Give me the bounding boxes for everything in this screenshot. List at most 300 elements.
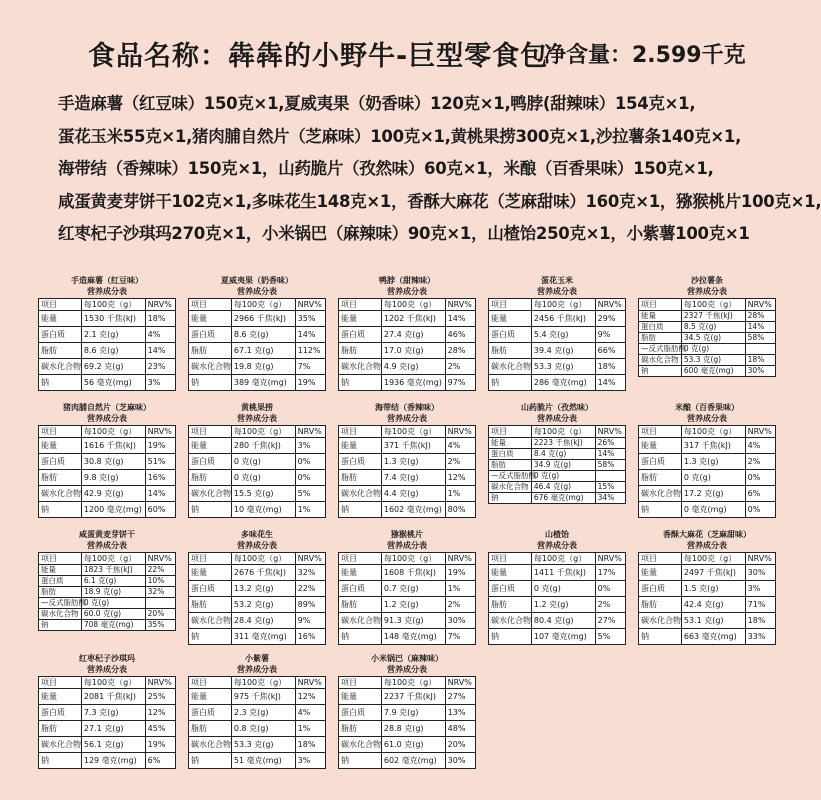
nutrient-nrv: 58% bbox=[595, 460, 625, 471]
panel-title: 沙拉薯条 bbox=[691, 276, 723, 285]
nutrient-nrv: 3% bbox=[295, 753, 325, 769]
header-nrv: NRV% bbox=[745, 299, 775, 311]
panel-title: 小紫薯 bbox=[245, 654, 269, 663]
nutrient-name: 碳水化合物 bbox=[489, 613, 532, 629]
nutrient-name: 碳水化合物 bbox=[39, 359, 82, 375]
table-row bbox=[189, 470, 326, 486]
nutrient-nrv: 4% bbox=[745, 438, 775, 454]
table-row bbox=[339, 327, 476, 343]
nutrient-amount: 61.0 克(g) bbox=[381, 737, 445, 753]
nutrition-panel bbox=[488, 402, 626, 504]
nutrient-nrv: 5% bbox=[295, 486, 325, 502]
nutrient-amount: 56.1 克(g) bbox=[81, 737, 145, 753]
nutrient-amount: 676 毫克(mg) bbox=[531, 493, 595, 504]
nutrient-amount: 8.5 克(g) bbox=[681, 322, 745, 333]
panel-subtitle: 营养成分表 bbox=[237, 414, 277, 423]
nutrient-amount: 2456 千焦(kJ) bbox=[531, 311, 595, 327]
nutrient-name: 脂肪 bbox=[489, 343, 532, 359]
header-item: 项目 bbox=[339, 677, 382, 689]
header-per: 每100克（g） bbox=[231, 299, 295, 311]
nutrient-nrv: 2% bbox=[445, 454, 475, 470]
nutrient-amount: 5.4 克(g) bbox=[531, 327, 595, 343]
contents-line: 咸蛋黄麦芽饼干102克×1,多味花生148克×1，香酥大麻花（芝麻甜味）160克×1，猕猴桃片100克×1, bbox=[58, 191, 821, 211]
nutrient-amount: 4.9 克(g) bbox=[381, 359, 445, 375]
header-per: 每100克（g） bbox=[531, 426, 595, 438]
nutrient-name: —反式脂肪酸 bbox=[39, 598, 82, 609]
nutrient-amount: 2327 千焦(kJ) bbox=[681, 311, 745, 322]
table-row bbox=[489, 482, 626, 493]
panel-title: 小米锅巴（麻辣味） bbox=[371, 654, 443, 663]
nutrient-name: 蛋白质 bbox=[489, 449, 532, 460]
nutrient-nrv: 89% bbox=[295, 597, 325, 613]
nutrient-nrv: 48% bbox=[445, 721, 475, 737]
contents-line: 红枣杞子沙琪玛270克×1，小米锅巴（麻辣味）90克×1，山楂饴250克×1，小紫薯100克×1 bbox=[58, 224, 750, 243]
nutrient-name: 能量 bbox=[189, 689, 232, 705]
nutrition-panel bbox=[188, 529, 326, 645]
nutrient-name: 脂肪 bbox=[189, 597, 232, 613]
table-row bbox=[189, 311, 326, 327]
nutrient-nrv: 9% bbox=[595, 327, 625, 343]
table-row bbox=[339, 597, 476, 613]
table-row bbox=[189, 753, 326, 769]
contents-line: 手造麻薯（红豆味）150克×1,夏威夷果（奶香味）120克×1,鸭脖(甜辣味）154克×1, bbox=[58, 94, 696, 113]
nutrient-nrv: 71% bbox=[745, 597, 775, 613]
table-row bbox=[39, 438, 176, 454]
header-per: 每100克（g） bbox=[531, 299, 595, 311]
nutrient-name: 钠 bbox=[189, 375, 232, 391]
nutrient-nrv: 14% bbox=[295, 327, 325, 343]
nutrient-nrv: 3% bbox=[745, 581, 775, 597]
header-per: 每100克（g） bbox=[531, 553, 595, 565]
header-nrv: NRV% bbox=[745, 426, 775, 438]
nutrient-amount: 2676 千焦(kJ) bbox=[231, 565, 295, 581]
nutrient-name: 能量 bbox=[639, 565, 682, 581]
nutrient-name: 碳水化合物 bbox=[489, 482, 532, 493]
table-row bbox=[39, 343, 176, 359]
header-item: 项目 bbox=[189, 426, 232, 438]
table-row bbox=[39, 454, 176, 470]
nutrition-panel bbox=[638, 275, 776, 377]
table-row bbox=[39, 598, 176, 609]
header-per: 每100克（g） bbox=[381, 426, 445, 438]
nutrient-amount: 317 千焦(kJ) bbox=[681, 438, 745, 454]
panel-title: 米酿（百香果味） bbox=[675, 403, 739, 412]
nutrient-name: 钠 bbox=[489, 493, 532, 504]
nutrient-name: 钠 bbox=[39, 753, 82, 769]
nutrient-amount: 2966 千焦(kJ) bbox=[231, 311, 295, 327]
panel-title: 鸭脖（甜辣味） bbox=[379, 276, 435, 285]
contents-line: 海带结（香辣味）150克×1，山药脆片（孜然味）60克×1，米酿（百香果味）150克×1, bbox=[58, 159, 714, 178]
header-item: 项目 bbox=[639, 553, 682, 565]
table-header-row bbox=[39, 553, 176, 565]
header-nrv: NRV% bbox=[595, 299, 625, 311]
contents-line: 蛋花玉米55克×1,猪肉脯自然片（芝麻味）100克×1,黄桃果捞300克×1,沙拉薯条140克×1, bbox=[58, 126, 742, 146]
nutrient-name: 脂肪 bbox=[339, 721, 382, 737]
header-nrv: NRV% bbox=[445, 553, 475, 565]
table-row bbox=[639, 311, 776, 322]
nutrient-name: 蛋白质 bbox=[639, 454, 682, 470]
nutrient-amount: 0 克(g) bbox=[531, 471, 595, 482]
table-row bbox=[489, 375, 626, 391]
nutrient-nrv: 51% bbox=[145, 454, 175, 470]
panel-subtitle: 营养成分表 bbox=[687, 287, 727, 296]
table-header-row bbox=[189, 299, 326, 311]
nutrition-panel bbox=[488, 529, 626, 645]
nutrient-amount: 39.4 克(g) bbox=[531, 343, 595, 359]
table-row bbox=[639, 366, 776, 377]
nutrient-amount: 1411 千焦(kJ) bbox=[531, 565, 595, 581]
nutrient-nrv: 0% bbox=[295, 470, 325, 486]
panel-subtitle: 营养成分表 bbox=[537, 287, 577, 296]
header-per: 每100克（g） bbox=[81, 426, 145, 438]
table-row bbox=[39, 565, 176, 576]
nutrient-name: 钠 bbox=[339, 375, 382, 391]
table-row bbox=[189, 629, 326, 645]
header-nrv: NRV% bbox=[295, 553, 325, 565]
nutrient-amount: 1602 毫克(mg) bbox=[381, 502, 445, 518]
nutrition-table bbox=[188, 552, 326, 645]
table-header-row bbox=[639, 426, 776, 438]
header-nrv: NRV% bbox=[295, 677, 325, 689]
nutrient-amount: 8.6 克(g) bbox=[231, 327, 295, 343]
nutrient-nrv: 18% bbox=[145, 311, 175, 327]
table-row bbox=[189, 359, 326, 375]
nutrition-table bbox=[488, 425, 626, 504]
nutrient-name: 钠 bbox=[39, 502, 82, 518]
nutrient-nrv: 2% bbox=[445, 597, 475, 613]
nutrient-amount: 1936 毫克(mg) bbox=[381, 375, 445, 391]
nutrient-amount: 0 克(g) bbox=[681, 470, 745, 486]
table-row bbox=[639, 333, 776, 344]
table-row bbox=[39, 609, 176, 620]
header-per: 每100克（g） bbox=[381, 677, 445, 689]
nutrient-name: 蛋白质 bbox=[489, 581, 532, 597]
table-row bbox=[639, 438, 776, 454]
panel-subtitle: 营养成分表 bbox=[537, 541, 577, 550]
nutrient-amount: 46.4 克(g) bbox=[531, 482, 595, 493]
nutrient-nrv: 23% bbox=[145, 359, 175, 375]
nutrient-name: 脂肪 bbox=[39, 343, 82, 359]
panel-title: 海带结（香辣味） bbox=[375, 403, 439, 412]
nutrient-name: 能量 bbox=[639, 311, 682, 322]
nutrient-nrv: 35% bbox=[145, 620, 175, 631]
nutrition-table bbox=[188, 298, 326, 391]
nutrient-amount: 15.5 克(g) bbox=[231, 486, 295, 502]
table-row bbox=[189, 486, 326, 502]
header-per: 每100克（g） bbox=[381, 299, 445, 311]
nutrient-name: 脂肪 bbox=[39, 470, 82, 486]
nutrient-amount: 53.2 克(g) bbox=[231, 597, 295, 613]
nutrient-name: 蛋白质 bbox=[639, 322, 682, 333]
panel-title: 猪肉脯自然片（芝麻味） bbox=[63, 403, 151, 412]
nutrient-amount: 975 千焦(kJ) bbox=[231, 689, 295, 705]
nutrient-nrv: 14% bbox=[595, 375, 625, 391]
nutrition-panel bbox=[338, 402, 476, 518]
table-header-row bbox=[339, 677, 476, 689]
nutrient-amount: 80.4 克(g) bbox=[531, 613, 595, 629]
panel-title: 猕猴桃片 bbox=[391, 530, 423, 539]
nutrient-amount: 1530 千焦(kJ) bbox=[81, 311, 145, 327]
table-header-row bbox=[639, 553, 776, 565]
panel-title: 咸蛋黄麦芽饼干 bbox=[79, 530, 135, 539]
table-row bbox=[639, 613, 776, 629]
nutrient-nrv: 1% bbox=[295, 721, 325, 737]
nutrient-amount: 600 毫克(mg) bbox=[681, 366, 745, 377]
panel-title: 夏威夷果（奶香味） bbox=[221, 276, 293, 285]
nutrition-table bbox=[38, 552, 176, 631]
nutrient-name: 碳水化合物 bbox=[339, 737, 382, 753]
header-item: 项目 bbox=[39, 677, 82, 689]
table-header-row bbox=[489, 553, 626, 565]
nutrient-name: 碳水化合物 bbox=[189, 486, 232, 502]
panel-title: 山药脆片（孜然味） bbox=[521, 403, 593, 412]
nutrient-nrv: 20% bbox=[145, 609, 175, 620]
nutrient-nrv: 27% bbox=[445, 689, 475, 705]
table-header-row bbox=[339, 553, 476, 565]
nutrient-nrv: 10% bbox=[145, 576, 175, 587]
nutrient-name: 钠 bbox=[39, 375, 82, 391]
table-row bbox=[639, 565, 776, 581]
header-item: 项目 bbox=[39, 426, 82, 438]
nutrient-nrv: 30% bbox=[745, 565, 775, 581]
nutrient-name: 蛋白质 bbox=[39, 454, 82, 470]
nutrient-nrv bbox=[145, 598, 175, 609]
nutrient-nrv: 26% bbox=[595, 438, 625, 449]
nutrient-amount: 7.4 克(g) bbox=[381, 470, 445, 486]
nutrient-amount: 53.1 克(g) bbox=[681, 613, 745, 629]
nutrient-nrv: 16% bbox=[295, 629, 325, 645]
nutrient-name: 碳水化合物 bbox=[339, 613, 382, 629]
header-item: 项目 bbox=[189, 299, 232, 311]
panel-subtitle: 营养成分表 bbox=[87, 541, 127, 550]
table-row bbox=[339, 311, 476, 327]
nutrient-nrv: 46% bbox=[445, 327, 475, 343]
nutrient-amount: 1.3 克(g) bbox=[381, 454, 445, 470]
header-nrv: NRV% bbox=[445, 677, 475, 689]
panel-title: 香酥大麻花（芝麻甜味） bbox=[663, 530, 751, 539]
table-row bbox=[489, 327, 626, 343]
nutrient-name: 蛋白质 bbox=[339, 454, 382, 470]
nutrient-name: 钠 bbox=[339, 629, 382, 645]
nutrient-nrv: 3% bbox=[145, 375, 175, 391]
nutrient-amount: 286 毫克(mg) bbox=[531, 375, 595, 391]
nutrient-amount: 9.8 克(g) bbox=[81, 470, 145, 486]
nutrient-name: 钠 bbox=[189, 502, 232, 518]
table-row bbox=[189, 613, 326, 629]
nutrient-amount: 311 毫克(mg) bbox=[231, 629, 295, 645]
nutrient-name: 钠 bbox=[339, 502, 382, 518]
nutrient-amount: 708 毫克(mg) bbox=[81, 620, 145, 631]
nutrient-name: 碳水化合物 bbox=[189, 613, 232, 629]
table-row bbox=[39, 689, 176, 705]
nutrient-name: 能量 bbox=[39, 689, 82, 705]
nutrient-name: 蛋白质 bbox=[189, 454, 232, 470]
nutrient-amount: 0 毫克(mg) bbox=[681, 502, 745, 518]
table-row bbox=[39, 375, 176, 391]
nutrition-panel bbox=[638, 402, 776, 518]
table-header-row bbox=[189, 426, 326, 438]
nutrient-nrv: 28% bbox=[445, 343, 475, 359]
nutrient-amount: 19.8 克(g) bbox=[231, 359, 295, 375]
nutrient-name: 脂肪 bbox=[189, 343, 232, 359]
nutrient-amount: 67.1 克(g) bbox=[231, 343, 295, 359]
table-row bbox=[339, 438, 476, 454]
header-nrv: NRV% bbox=[745, 553, 775, 565]
nutrient-nrv: 18% bbox=[295, 737, 325, 753]
panel-title: 山楂饴 bbox=[545, 530, 569, 539]
nutrient-amount: 69.2 克(g) bbox=[81, 359, 145, 375]
nutrient-amount: 129 毫克(mg) bbox=[81, 753, 145, 769]
nutrient-name: 钠 bbox=[639, 366, 682, 377]
table-row bbox=[339, 502, 476, 518]
table-header-row bbox=[489, 426, 626, 438]
product-title: 食品名称：犇犇的小野牛-巨型零食包 bbox=[88, 41, 549, 72]
nutrient-amount: 28.8 克(g) bbox=[381, 721, 445, 737]
nutrient-amount: 1202 千焦(kJ) bbox=[381, 311, 445, 327]
nutrition-panel bbox=[38, 529, 176, 631]
nutrient-nrv: 45% bbox=[145, 721, 175, 737]
table-row bbox=[489, 581, 626, 597]
nutrient-name: 钠 bbox=[489, 629, 532, 645]
table-row bbox=[639, 355, 776, 366]
nutrition-table bbox=[638, 425, 776, 518]
nutrition-table bbox=[338, 425, 476, 518]
table-row bbox=[39, 705, 176, 721]
header-nrv: NRV% bbox=[145, 426, 175, 438]
nutrient-name: 蛋白质 bbox=[339, 581, 382, 597]
table-row bbox=[189, 737, 326, 753]
header-nrv: NRV% bbox=[145, 677, 175, 689]
nutrient-name: 脂肪 bbox=[639, 597, 682, 613]
nutrient-nrv: 14% bbox=[145, 486, 175, 502]
table-row bbox=[339, 737, 476, 753]
nutrition-panel bbox=[338, 653, 476, 769]
nutrient-nrv: 1% bbox=[445, 486, 475, 502]
nutrient-amount: 2.3 克(g) bbox=[231, 705, 295, 721]
nutrient-nrv: 80% bbox=[445, 502, 475, 518]
nutrient-name: 碳水化合物 bbox=[489, 359, 532, 375]
panel-title: 红枣杞子沙琪玛 bbox=[79, 654, 135, 663]
nutrient-nrv: 14% bbox=[595, 449, 625, 460]
nutrient-name: 能量 bbox=[39, 565, 82, 576]
table-row bbox=[489, 493, 626, 504]
table-row bbox=[189, 438, 326, 454]
table-row bbox=[639, 581, 776, 597]
header-per: 每100克（g） bbox=[381, 553, 445, 565]
nutrient-amount: 2237 千焦(kJ) bbox=[381, 689, 445, 705]
nutrient-name: 碳水化合物 bbox=[39, 486, 82, 502]
table-header-row bbox=[489, 299, 626, 311]
nutrient-name: 能量 bbox=[339, 311, 382, 327]
nutrient-nrv: 22% bbox=[145, 565, 175, 576]
header-item: 项目 bbox=[39, 553, 82, 565]
nutrition-table bbox=[338, 298, 476, 391]
nutrient-nrv: 9% bbox=[295, 613, 325, 629]
nutrition-panel bbox=[338, 275, 476, 391]
nutrient-amount: 56 毫克(mg) bbox=[81, 375, 145, 391]
header-item: 项目 bbox=[339, 299, 382, 311]
nutrient-nrv: 34% bbox=[595, 493, 625, 504]
table-row bbox=[39, 311, 176, 327]
nutrient-amount: 0.7 克(g) bbox=[381, 581, 445, 597]
nutrient-name: 脂肪 bbox=[189, 470, 232, 486]
table-row bbox=[339, 375, 476, 391]
nutrient-amount: 34.5 克(g) bbox=[681, 333, 745, 344]
nutrient-nrv: 18% bbox=[595, 359, 625, 375]
nutrient-name: 蛋白质 bbox=[39, 327, 82, 343]
nutrient-nrv: 35% bbox=[295, 311, 325, 327]
nutrient-nrv: 1% bbox=[445, 581, 475, 597]
panel-subtitle: 营养成分表 bbox=[87, 665, 127, 674]
panel-subtitle: 营养成分表 bbox=[387, 665, 427, 674]
nutrient-nrv: 17% bbox=[595, 565, 625, 581]
nutrient-amount: 60.0 克(g) bbox=[81, 609, 145, 620]
nutrient-name: 脂肪 bbox=[639, 470, 682, 486]
nutrient-amount: 17.0 克(g) bbox=[381, 343, 445, 359]
table-header-row bbox=[39, 677, 176, 689]
nutrient-amount: 1.2 克(g) bbox=[531, 597, 595, 613]
table-row bbox=[189, 689, 326, 705]
nutrient-nrv: 3% bbox=[295, 438, 325, 454]
nutrient-nrv: 0% bbox=[595, 581, 625, 597]
header-per: 每100克（g） bbox=[231, 677, 295, 689]
nutrient-name: 碳水化合物 bbox=[189, 359, 232, 375]
nutrient-name: 碳水化合物 bbox=[339, 359, 382, 375]
nutrient-amount: 6.1 克(g) bbox=[81, 576, 145, 587]
nutrient-name: 能量 bbox=[39, 311, 82, 327]
nutrient-name: 脂肪 bbox=[39, 587, 82, 598]
table-row bbox=[639, 629, 776, 645]
nutrient-amount: 1.2 克(g) bbox=[381, 597, 445, 613]
table-row bbox=[39, 502, 176, 518]
table-row bbox=[189, 565, 326, 581]
nutrition-table bbox=[488, 552, 626, 645]
header-per: 每100克（g） bbox=[681, 426, 745, 438]
nutrient-nrv: 20% bbox=[445, 737, 475, 753]
table-row bbox=[339, 454, 476, 470]
table-row bbox=[39, 576, 176, 587]
header-item: 项目 bbox=[189, 553, 232, 565]
nutrient-amount: 0 克(g) bbox=[531, 581, 595, 597]
nutrition-panel bbox=[38, 402, 176, 518]
nutrient-amount: 0 克(g) bbox=[81, 598, 145, 609]
panel-subtitle: 营养成分表 bbox=[537, 414, 577, 423]
table-row bbox=[639, 344, 776, 355]
nutrient-nrv: 112% bbox=[295, 343, 325, 359]
nutrient-nrv: 19% bbox=[145, 438, 175, 454]
nutrition-table bbox=[488, 298, 626, 391]
header-nrv: NRV% bbox=[295, 426, 325, 438]
nutrient-nrv: 25% bbox=[145, 689, 175, 705]
panel-subtitle: 营养成分表 bbox=[237, 287, 277, 296]
nutrient-amount: 30.8 克(g) bbox=[81, 454, 145, 470]
nutrition-table bbox=[38, 298, 176, 391]
header-item: 项目 bbox=[639, 426, 682, 438]
nutrient-nrv: 13% bbox=[445, 705, 475, 721]
panel-subtitle: 营养成分表 bbox=[87, 287, 127, 296]
nutrient-amount: 602 毫克(mg) bbox=[381, 753, 445, 769]
table-row bbox=[339, 470, 476, 486]
nutrient-name: 钠 bbox=[639, 629, 682, 645]
panel-title: 黄桃果捞 bbox=[241, 403, 273, 412]
nutrient-name: 能量 bbox=[339, 438, 382, 454]
panel-subtitle: 营养成分表 bbox=[387, 287, 427, 296]
table-row bbox=[189, 721, 326, 737]
nutrient-nrv: 0% bbox=[745, 502, 775, 518]
nutrient-amount: 1.3 克(g) bbox=[681, 454, 745, 470]
header-item: 项目 bbox=[189, 677, 232, 689]
header-item: 项目 bbox=[489, 426, 532, 438]
